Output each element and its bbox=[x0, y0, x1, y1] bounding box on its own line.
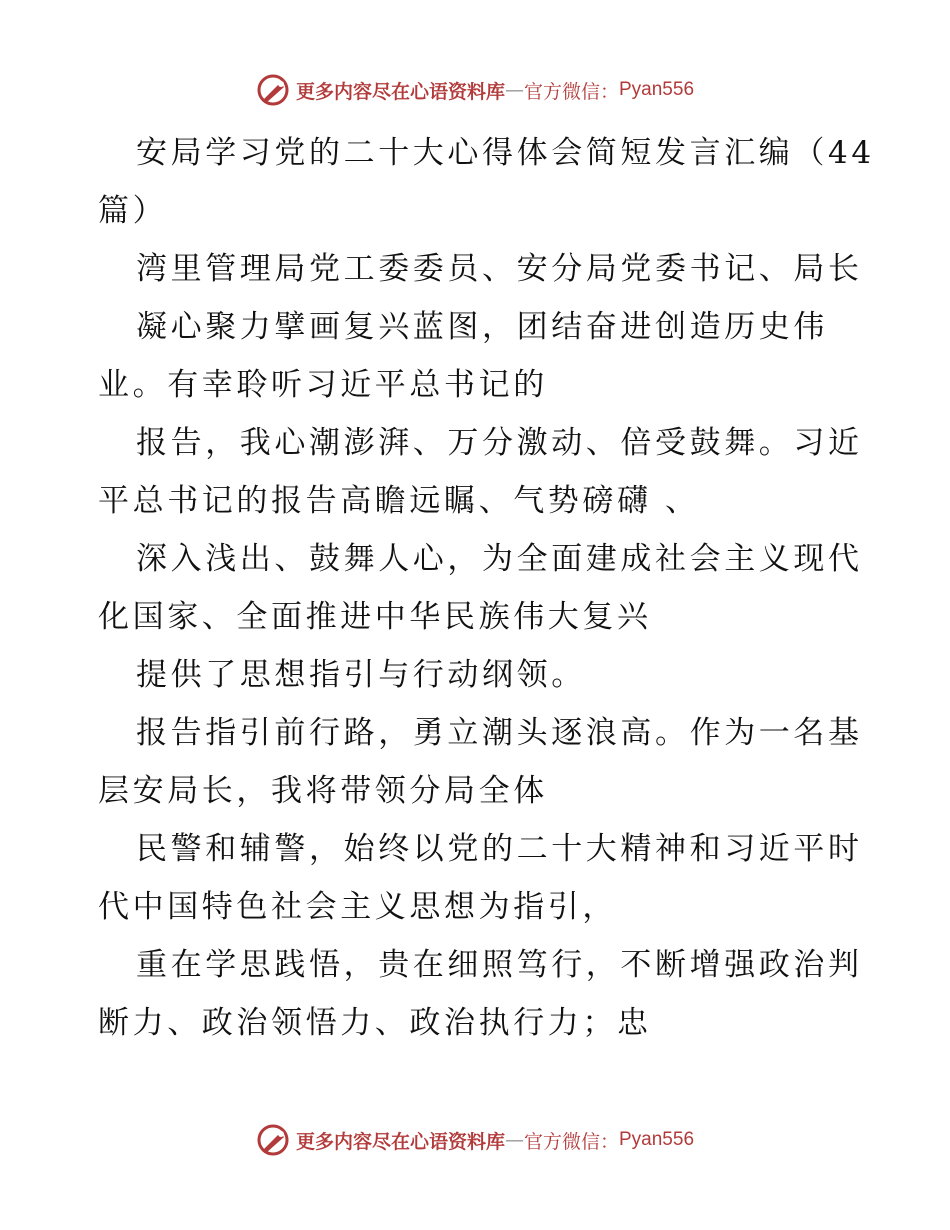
doc-text-line: 深入浅出、鼓舞人心，为全面建成社会主义现代 bbox=[136, 541, 863, 577]
watermark-wechat-id: Pyan556 bbox=[619, 79, 695, 100]
doc-title-line-1: 安局学习党的二十大心得体会简短发言汇编（44 bbox=[136, 135, 875, 171]
doc-title-line-2: 篇） bbox=[98, 193, 168, 229]
doc-text-line: 报告指引前行路，勇立潮头逐浪高。作为一名基 bbox=[136, 715, 863, 751]
doc-text-line: 凝心聚力擘画复兴蓝图，团结奋进创造历史伟 bbox=[136, 309, 828, 345]
doc-author-line: 湾里管理局党工委委员、安分局党委书记、局长 bbox=[136, 251, 863, 287]
doc-text-line: 代中国特色社会主义思想为指引， bbox=[98, 889, 617, 925]
watermark-wechat-label: 官方微信： bbox=[523, 1130, 619, 1153]
watermark-wechat-id: Pyan556 bbox=[619, 1129, 695, 1150]
watermark-main-text: 更多内容尽在心语资料库 bbox=[295, 80, 505, 103]
doc-text-line: 民警和辅警，始终以党的二十大精神和习近平时 bbox=[136, 831, 863, 867]
document-body bbox=[98, 124, 875, 1052]
header-watermark bbox=[0, 70, 950, 110]
footer-watermark bbox=[0, 1120, 950, 1160]
watermark-separator: — bbox=[504, 79, 524, 101]
watermark-main-text: 更多内容尽在心语资料库 bbox=[295, 1130, 505, 1153]
doc-text-line: 报告，我心潮澎湃、万分激动、倍受鼓舞。习近 bbox=[136, 425, 863, 461]
pen-logo-icon bbox=[256, 1123, 290, 1157]
pen-logo-icon bbox=[256, 73, 290, 107]
doc-text-line: 断力、政治领悟力、政治执行力；忠 bbox=[98, 1005, 652, 1041]
doc-text-line: 层安局长，我将带领分局全体 bbox=[98, 773, 548, 809]
watermark-wechat-label: 官方微信： bbox=[523, 80, 619, 103]
doc-text-line: 提供了思想指引与行动纲领。 bbox=[136, 657, 586, 693]
doc-text-line: 平总书记的报告高瞻远瞩、气势磅礴 、 bbox=[98, 483, 700, 519]
doc-text-line: 化国家、全面推进中华民族伟大复兴 bbox=[98, 599, 652, 635]
watermark-separator: — bbox=[504, 1129, 524, 1151]
doc-text-line: 业。有幸聆听习近平总书记的 bbox=[98, 367, 548, 403]
doc-text-line: 重在学思践悟，贵在细照笃行，不断增强政治判 bbox=[136, 947, 863, 983]
